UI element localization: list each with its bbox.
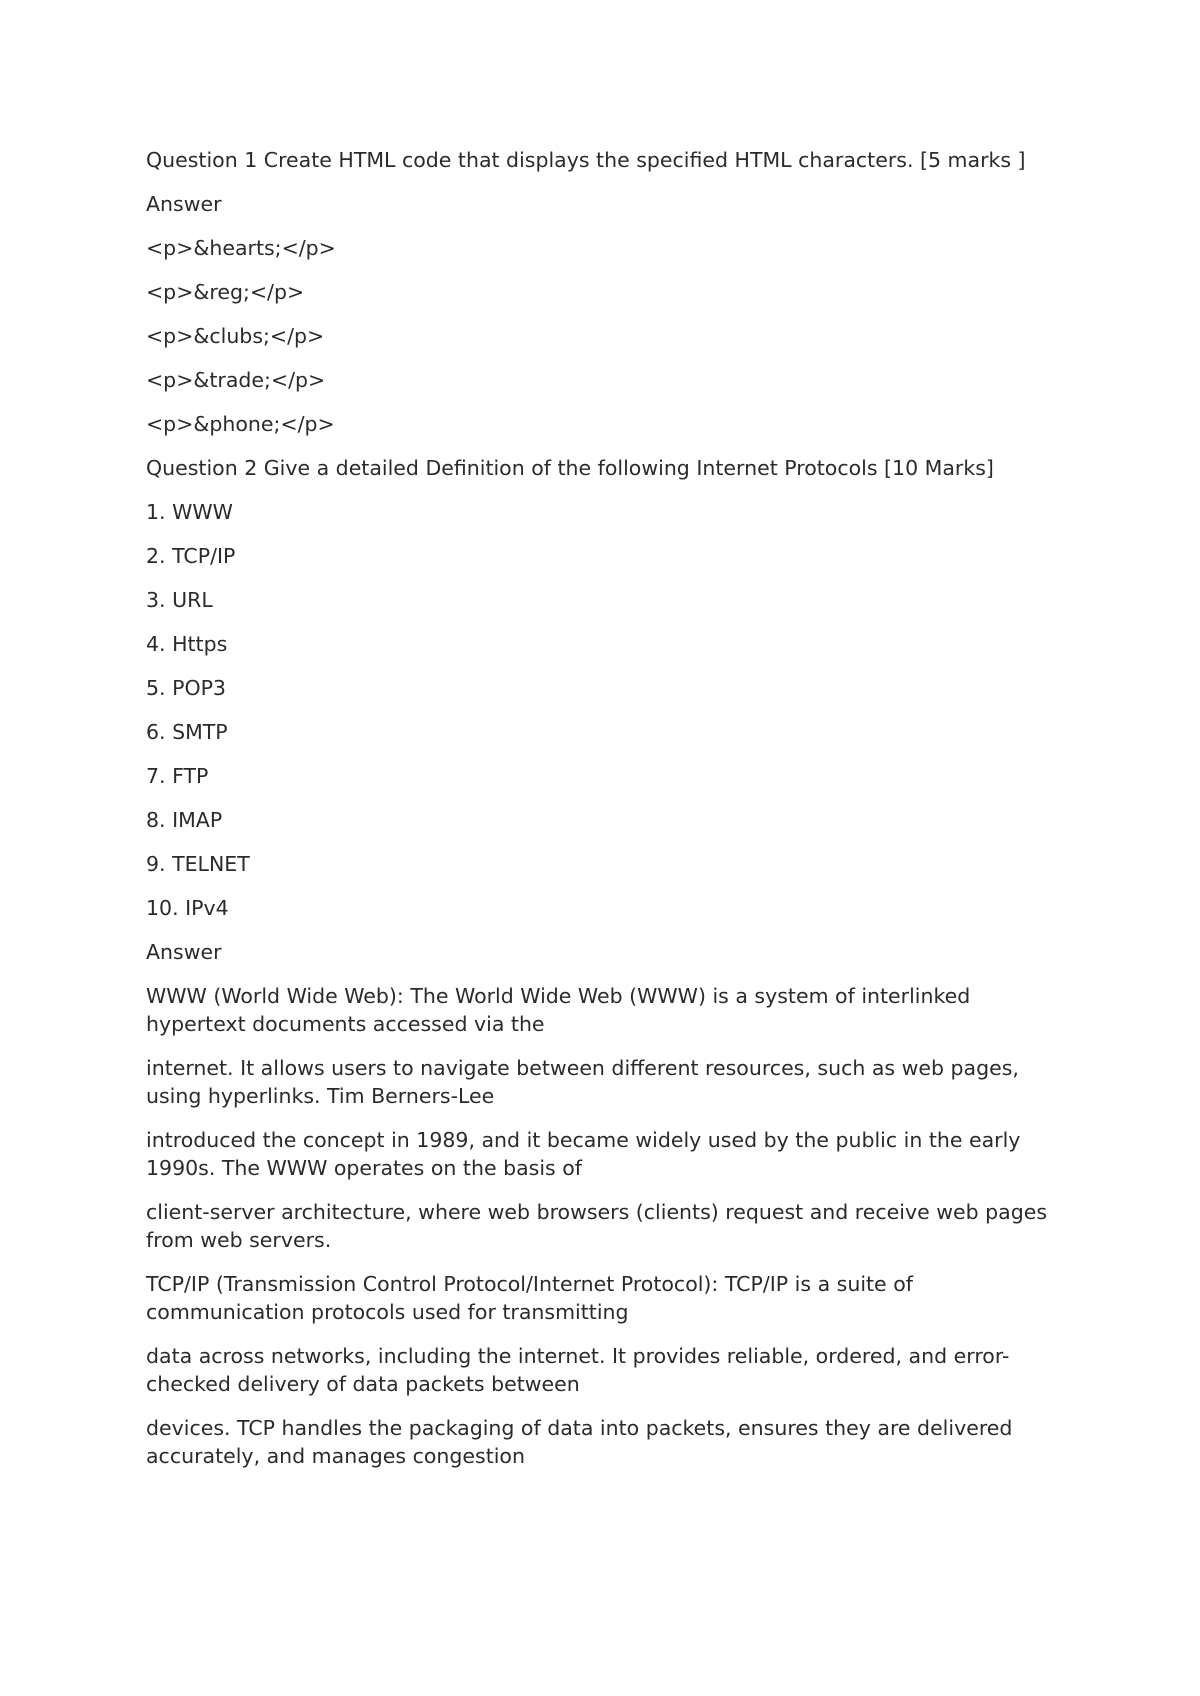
list-item: 5. POP3: [146, 676, 226, 700]
code-line: <p>&phone;</p>: [146, 412, 335, 436]
answer-label: Answer: [146, 940, 222, 964]
list-item: 9. TELNET: [146, 852, 250, 876]
body-paragraph: TCP/IP (Transmission Control Protocol/Internet Protocol): TCP/IP is a suite of communication protocols used for transmitting: [146, 1272, 913, 1324]
code-line: <p>&trade;</p>: [146, 368, 326, 392]
body-paragraph: client-server architecture, where web browsers (clients) request and receive web pages from web servers.: [146, 1200, 1048, 1252]
document-body: [146, 146, 1066, 1486]
list-item: 7. FTP: [146, 764, 209, 788]
body-paragraph: internet. It allows users to navigate between different resources, such as web pages, using hyperlinks. Tim Berners-Lee: [146, 1056, 1019, 1108]
code-line: <p>&hearts;</p>: [146, 236, 336, 260]
list-item: 4. Https: [146, 632, 228, 656]
list-item: 10. IPv4: [146, 896, 229, 920]
list-item: 8. IMAP: [146, 808, 223, 832]
body-paragraph: devices. TCP handles the packaging of data into packets, ensures they are delivered accurately, and manages congestion: [146, 1416, 1013, 1468]
list-item: 2. TCP/IP: [146, 544, 236, 568]
body-paragraph: WWW (World Wide Web): The World Wide Web (WWW) is a system of interlinked hypertext documents accessed via the: [146, 984, 971, 1036]
list-item: 6. SMTP: [146, 720, 228, 744]
code-line: <p>&reg;</p>: [146, 280, 305, 304]
answer-label: Answer: [146, 192, 222, 216]
list-item: 3. URL: [146, 588, 213, 612]
question-2-prompt: Question 2 Give a detailed Definition of the following Internet Protocols [10 Marks]: [146, 456, 994, 480]
body-paragraph: data across networks, including the internet. It provides reliable, ordered, and error-checked delivery of data packets between: [146, 1344, 1010, 1396]
list-item: 1. WWW: [146, 500, 233, 524]
body-paragraph: introduced the concept in 1989, and it became widely used by the public in the early 1990s. The WWW operates on the basis of: [146, 1128, 1021, 1180]
question-1-prompt: Question 1 Create HTML code that displays the specified HTML characters. [5 marks ]: [146, 148, 1026, 172]
code-line: <p>&clubs;</p>: [146, 324, 325, 348]
